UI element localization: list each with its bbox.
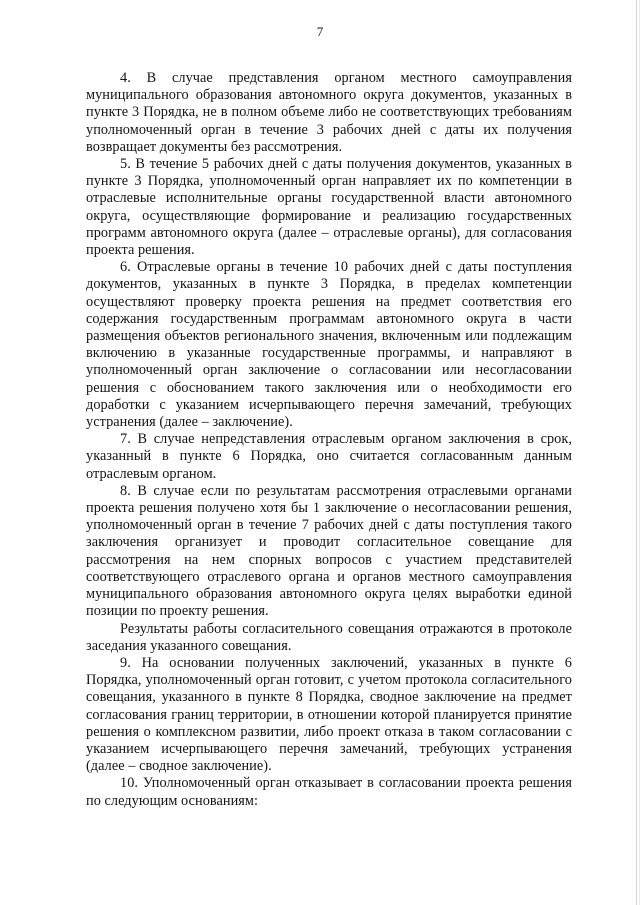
scan-edge-line [636, 0, 637, 905]
paragraph-5: 5. В течение 5 рабочих дней с даты получения документов, указанных в пункте 3 Порядка, уполномоченный орган направляет их по компетенции в отраслевые исполнительные органы государственной власти автономного округа, осуществляющие формирование и реализацию государственных программ автономного округа (далее – отраслевые органы), для согласования проекта решения. [86, 156, 572, 259]
document-body [86, 70, 572, 810]
paragraph-8-results: Результаты работы согласительного совещания отражаются в протоколе заседания указанного совещания. [86, 620, 572, 654]
paragraph-4: 4. В случае представления органом местного самоуправления муниципального образования автономного округа документов, указанных в пункте 3 Порядка, не в полном объеме либо не соответствующих требованиям уполномоченный орган в течение 3 рабочих дней с даты их получения возвращает документы без рассмотрения. [86, 70, 572, 155]
paragraph-10: 10. Уполномоченный орган отказывает в согласовании проекта решения по следующим основаниям: [86, 775, 572, 809]
paragraph-7: 7. В случае непредставления отраслевым органом заключения в срок, указанный в пункте 6 Порядка, оно считается согласованным данным отраслевым органом. [86, 431, 572, 482]
page-number: 7 [316, 24, 324, 39]
paragraph-6: 6. Отраслевые органы в течение 10 рабочих дней с даты поступления документов, указанных в пункте 3 Порядка, в пределах компетенции осуществляют проверку проекта решения на предмет соответствия его содержания государственным программам автономного округа в части размещения объектов регионального значения, включенным или подлежащим включению в указанные государственные программы, и направляют в уполномоченный орган заключение о согласовании или несогласовании решения с обоснованием такого заключения или о необходимости его доработки с указанием исчерпывающего перечня замечаний, требующих устранения (далее – заключение). [86, 259, 572, 431]
paragraph-8: 8. В случае если по результатам рассмотрения отраслевыми органами проекта решения получено хотя бы 1 заключение о несогласовании решения, уполномоченный орган в течение 7 рабочих дней с даты поступления такого заключения организует и проводит согласительное совещание для рассмотрения на нем спорных вопросов с участием представителей соответствующего отраслевого органа и органов местного самоуправления муниципального образования автономного округа целях выработки единой позиции по проекту решения. [86, 482, 572, 620]
paragraph-9: 9. На основании полученных заключений, указанных в пункте 6 Порядка, уполномоченный орган готовит, с учетом протокола согласительного совещания, указанного в пункте 8 Порядка, сводное заключение на предмет согласования границ территории, в отношении которой планируется принятие решения о комплексном развитии, либо проект отказа в таком согласовании с указанием исчерпывающего перечня замечаний, требующих устранения (далее – сводное заключение). [86, 654, 572, 775]
